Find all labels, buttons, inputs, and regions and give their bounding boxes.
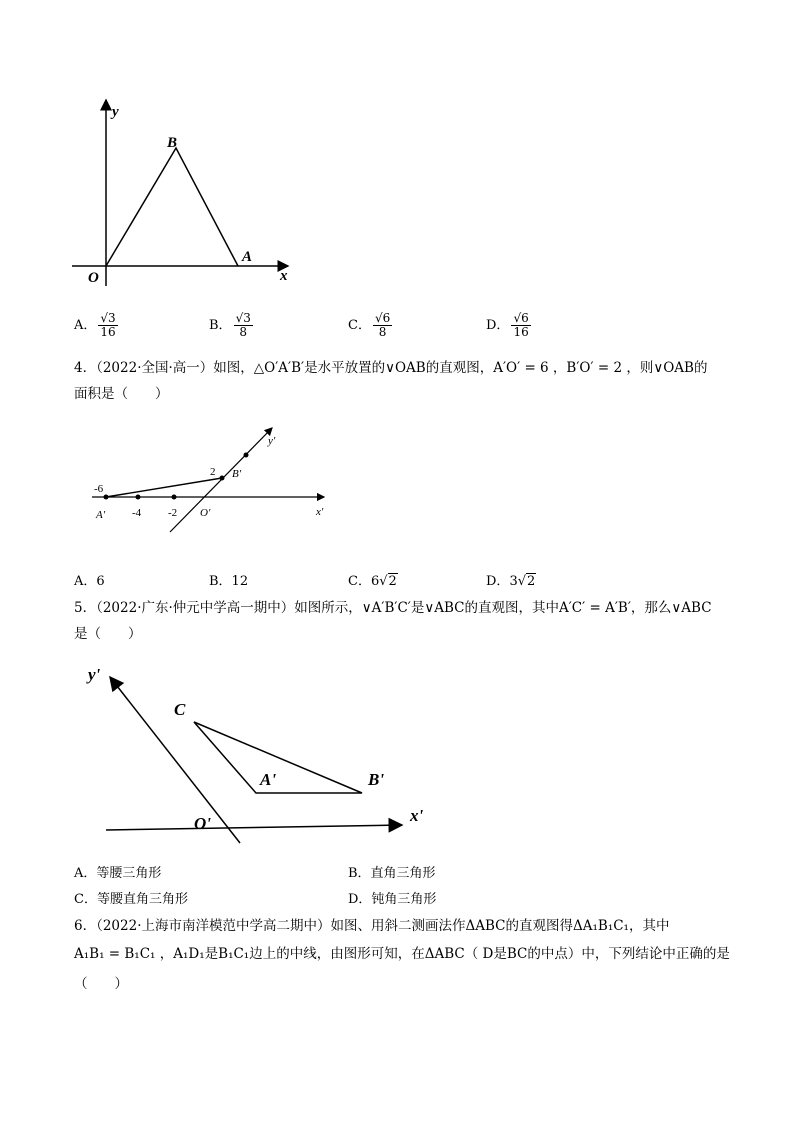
- label-x-prime: x′: [316, 506, 324, 518]
- q5-option-d[interactable]: D．钝角三角形: [348, 892, 437, 907]
- point-on-y-axis: [244, 453, 249, 458]
- label-y-prime: y': [88, 665, 101, 684]
- q3-option-b[interactable]: B． $\frac{√3}{8}$: [209, 311, 251, 339]
- figure-q4-oblique-triangle: [80, 420, 340, 540]
- triangle-a-b-c: [194, 722, 362, 793]
- label-x-prime: x': [410, 806, 424, 825]
- label-o-prime: O′: [200, 507, 211, 519]
- q5-stem-line2: 是（ ）: [74, 626, 142, 642]
- q4-option-a[interactable]: A．6: [74, 574, 105, 589]
- q4-stem-line1: 4．（2022·全国·高一）如图，△O′A′B′是水平放置的∨OAB的直观图，A′O′ = 6 ，B′O′ = 2 ，则∨OAB的: [74, 360, 708, 376]
- figure-q3-triangle-oab: [60, 90, 310, 290]
- q6-stem-line2: A₁B₁ = B₁C₁ ，A₁D₁是B₁C₁边上的中线，由图形可知，在ΔABC（ D是BC的中点）中，下列结论中正确的是: [74, 946, 730, 962]
- point-minus2: [172, 495, 177, 500]
- label-x: x: [280, 268, 288, 284]
- x-prime-axis: [106, 825, 402, 830]
- q5-stem-line1: 5．（2022·广东·仲元中学高一期中）如图所示，∨A′B′C′是∨ABC的直观图，其中A′C′ = A′B′，那么∨ABC: [74, 600, 712, 616]
- q4-option-b[interactable]: B．12: [209, 574, 249, 589]
- point-a-prime: [104, 495, 109, 500]
- q3-option-a[interactable]: A． $\frac{√3}{16}$: [74, 311, 116, 339]
- label-a: A: [242, 249, 253, 265]
- point-b-prime: [220, 476, 225, 481]
- q4-option-c[interactable]: C．6√2: [348, 574, 397, 589]
- label-a-prime: A′: [96, 509, 106, 521]
- q3-option-d[interactable]: D． $\frac{√6}{16}$: [486, 311, 529, 339]
- label-2: 2: [210, 466, 216, 478]
- label-minus6: -6: [94, 483, 104, 495]
- label-b-prime: B': [368, 770, 385, 789]
- q5-option-b[interactable]: B．直角三角形: [348, 866, 436, 881]
- q5-option-c[interactable]: C．等腰直角三角形: [74, 892, 188, 907]
- q6-stem-line1: 6．（2022·上海市南洋模范中学高二期中）如图、用斜二测画法作ΔABC的直观图得ΔA₁B₁C₁，其中: [74, 918, 670, 934]
- label-y: y: [112, 104, 119, 120]
- label-c: C: [174, 700, 186, 719]
- point-minus4: [136, 495, 141, 500]
- triangle-oab: [106, 148, 238, 266]
- label-b-prime: B′: [232, 468, 242, 480]
- q3-option-c[interactable]: C． $\frac{√6}{8}$: [348, 311, 391, 339]
- label-minus2: -2: [168, 507, 178, 519]
- q4-stem-line2: 面积是（ ）: [74, 386, 169, 402]
- segment-a-b: [106, 478, 222, 497]
- label-b: B: [167, 135, 178, 151]
- label-minus4: -4: [132, 507, 142, 519]
- label-a-prime: A': [260, 770, 277, 789]
- figure-q5-oblique-triangle: [80, 655, 440, 855]
- q6-stem-line3: （ ）: [74, 976, 128, 992]
- label-o-prime: O': [194, 814, 211, 833]
- label-y-prime: y′: [268, 435, 276, 447]
- q4-option-d[interactable]: D．3√2: [486, 574, 536, 589]
- label-o: O: [88, 270, 99, 286]
- q5-option-a[interactable]: A．等腰三角形: [74, 866, 162, 881]
